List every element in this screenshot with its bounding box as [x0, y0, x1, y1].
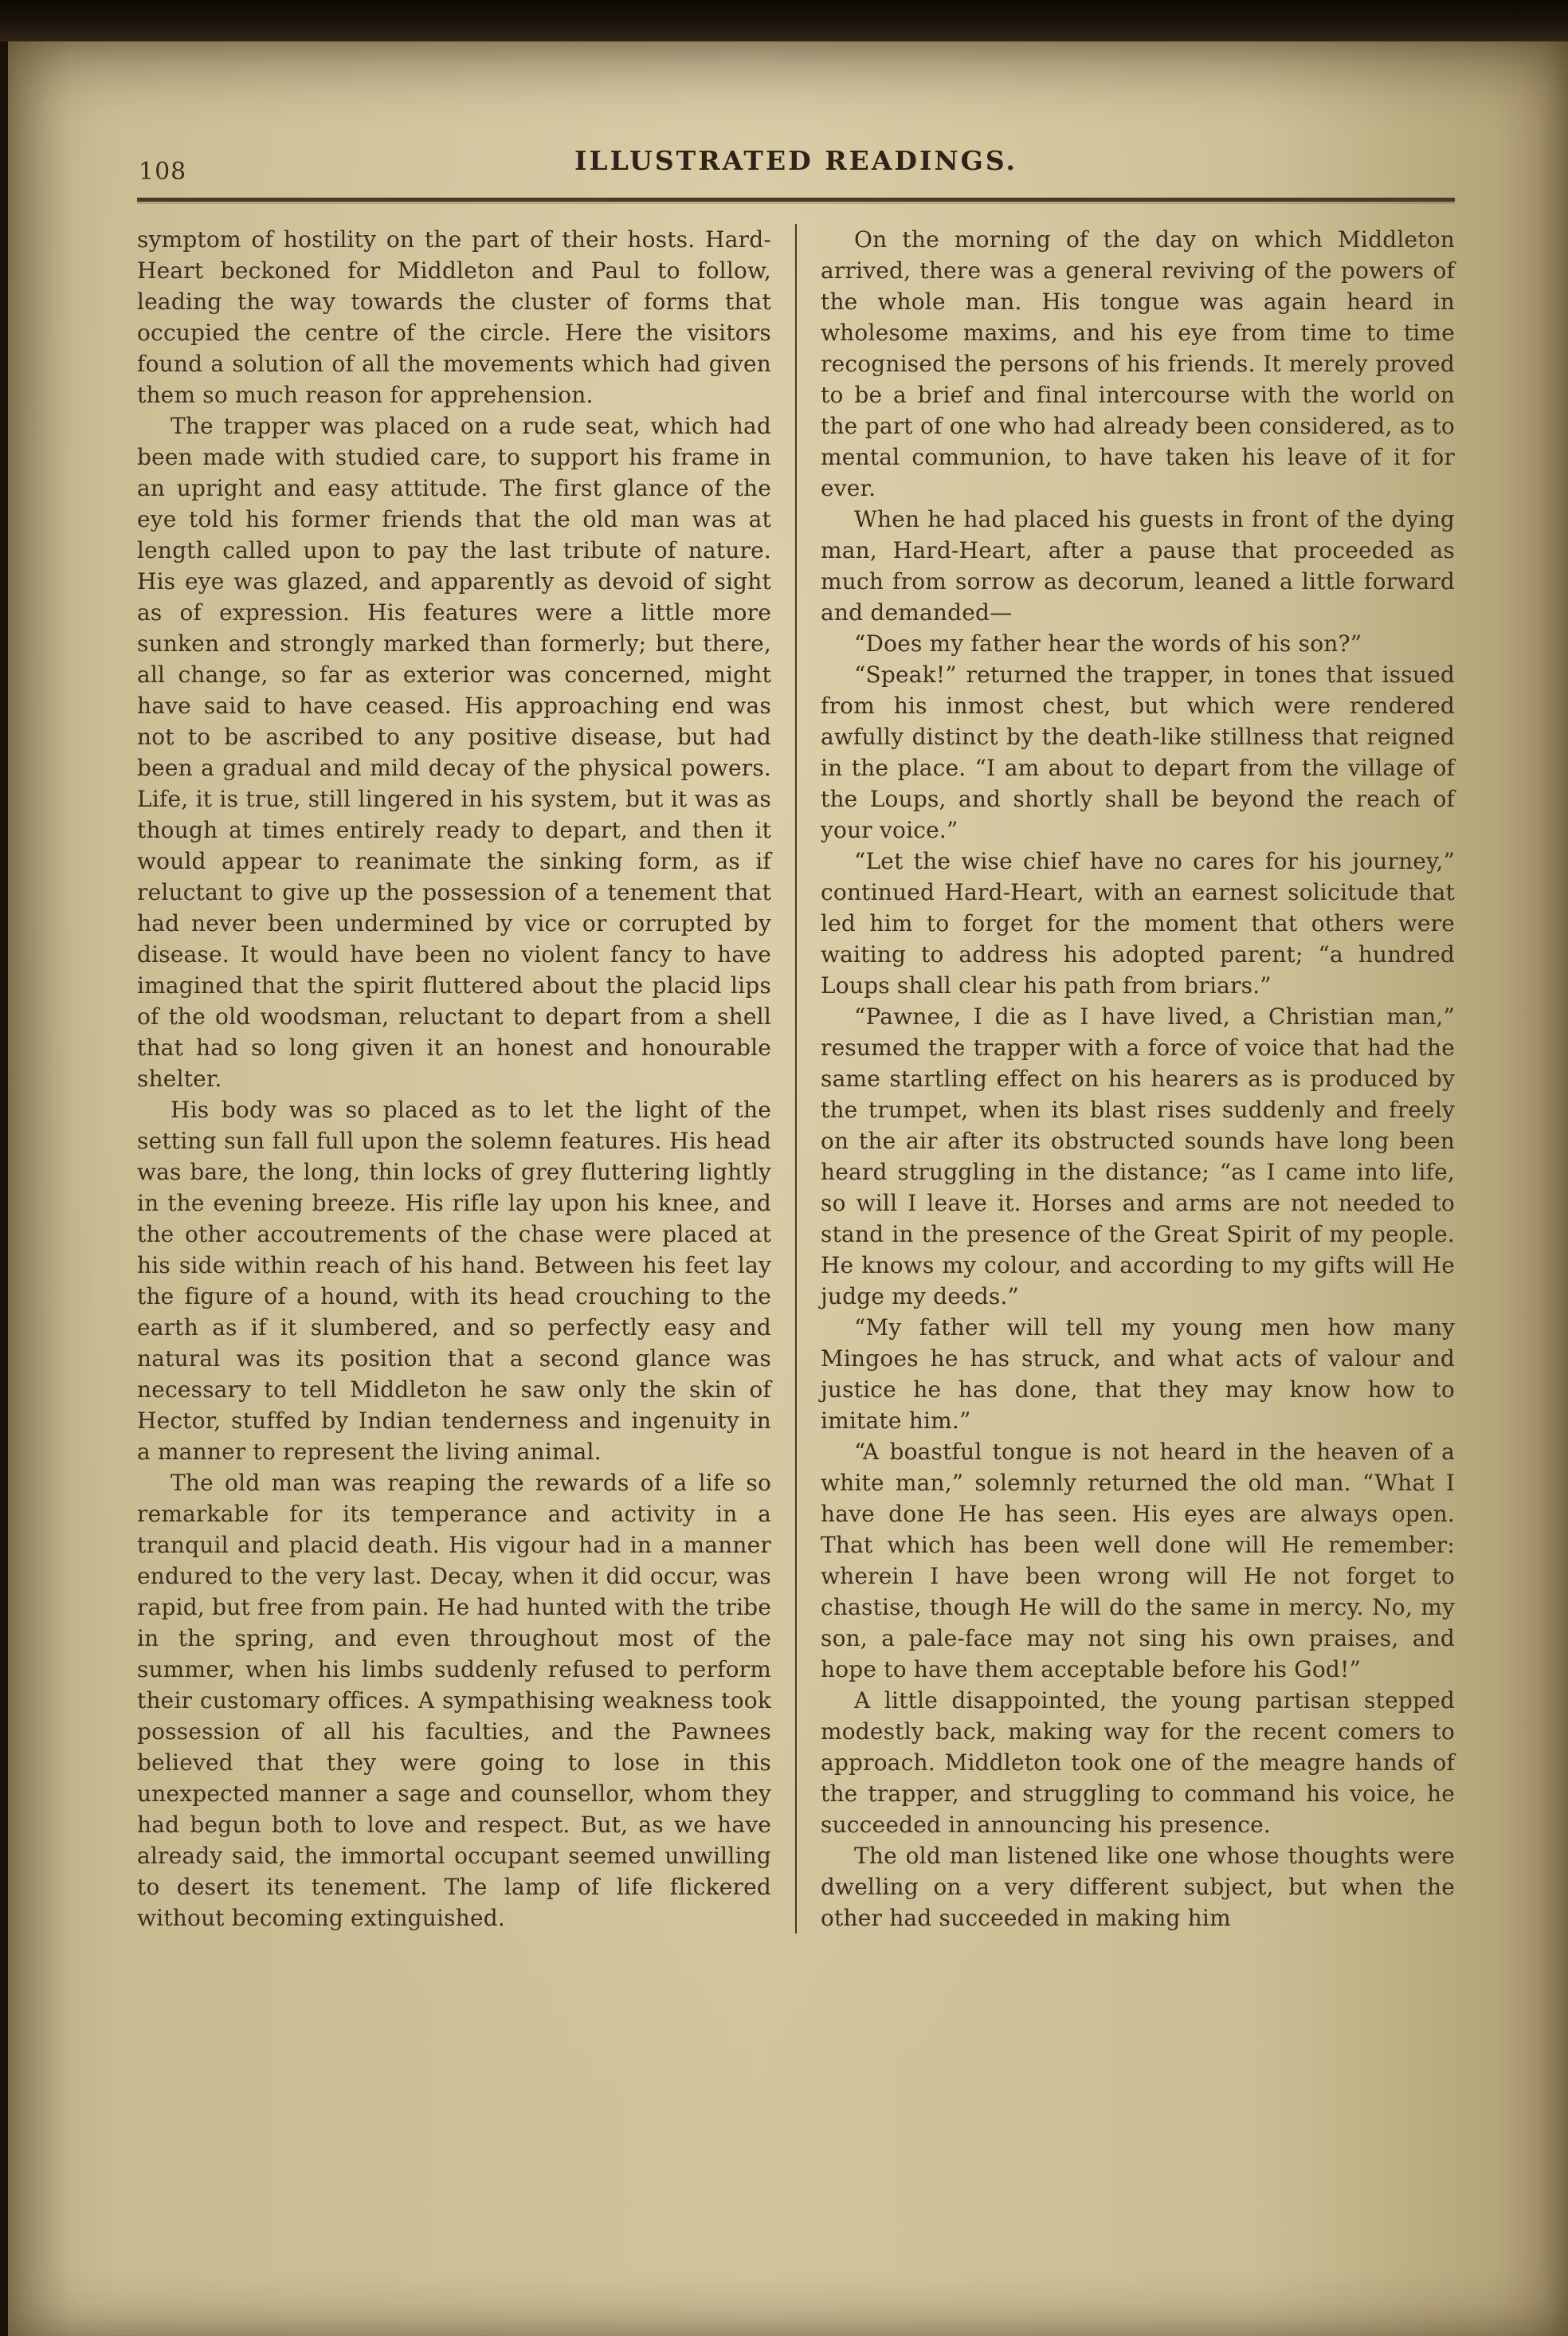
paragraph: The old man listened like one whose thoughts were dwelling on a very different subject, but when the other had succeeded in making him	[821, 1843, 1455, 1931]
paragraph: When he had placed his guests in front of the dying man, Hard-Heart, after a pause that proceeded as much from sorrow as decorum, leaned a little forward and demanded—	[821, 506, 1455, 626]
paragraph: “Does my father hear the words of his son?”	[854, 630, 1362, 657]
column-divider-rule	[795, 224, 797, 1934]
paragraph: “Speak!” returned the trapper, in tones that issued from his inmost chest, but which were rendered awfully distinct by the death-like stillness that reigned in the place. “I am about to depart from the village of the Loups, and shortly shall be beyond the reach of your voice.”	[821, 662, 1455, 843]
text-columns	[137, 224, 1455, 1934]
paragraph: On the morning of the day on which Middleton arrived, there was a general reviving of the powers of the whole man. His tongue was again heard in wholesome maxims, and his eye from time to time recognised the persons of his friends. It merely proved to be a brief and final intercourse with the world on the part of one who had already been considered, as to mental communion, to have taken his leave of it for ever.	[821, 226, 1455, 501]
paragraph: symptom of hostility on the part of their hosts. Hard-Heart beckoned for Middleton and Paul to follow, leading the way towards the cluster of forms that occupied the centre of the circle. Here the visitors found a solution of all the movements which had given them so much reason for apprehension.	[137, 226, 771, 408]
paragraph: “Pawnee, I die as I have lived, a Christian man,” resumed the trapper with a force of voice that had the same startling effect on his hearers as is produced by the trumpet, when its blast rises suddenly and freely on the air after its obstructed sounds have long been heard struggling in the distance; “as I came into life, so will I leave it. Horses and arms are not needed to stand in the presence of the Great Spirit of my people. He knows my colour, and according to my gifts will He judge my deeds.”	[821, 1003, 1455, 1309]
page-header	[137, 145, 1455, 188]
paragraph: “A boastful tongue is not heard in the heaven of a white man,” solemnly returned the old man. “What I have done He has seen. His eyes are always open. That which has been well done will He remember: wherein I have been wrong will He not forget to chastise, though He will do the same in mercy. No, my son, a pale-face may not sing his own praises, and hope to have them acceptable before his God!”	[821, 1439, 1455, 1682]
book-page	[8, 41, 1568, 2336]
running-title: ILLUSTRATED READINGS.	[574, 145, 1017, 176]
page-number: 108	[139, 158, 187, 186]
paragraph: The old man was reaping the rewards of a life so remarkable for its temperance and activity in a tranquil and placid death. His vigour had in a manner endured to the very last. Decay, when it did occur, was rapid, but free from pain. He had hunted with the tribe in the spring, and even throughout most of the summer, when his limbs suddenly refused to perform their customary offices. A sympathising weakness took possession of all his faculties, and the Pawnees believed that they were going to lose in this unexpected manner a sage and counsellor, whom they had begun both to love and respect. But, as we have already said, the immortal occupant seemed unwilling to desert its tenement. The lamp of life flickered without becoming extinguished.	[137, 1470, 771, 1931]
paragraph: The trapper was placed on a rude seat, which had been made with studied care, to support his frame in an upright and easy attitude. The first glance of the eye told his former friends that the old man was at length called upon to pay the last tribute of nature. His eye was glazed, and apparently as devoid of sight as of expression. His features were a little more sunken and strongly marked than formerly; but there, all change, so far as exterior was concerned, might have said to have ceased. His approaching end was not to be ascribed to any positive disease, but had been a gradual and mild decay of the physical powers. Life, it is true, still lingered in his system, but it was as though at times entirely ready to depart, and then it would appear to reanimate the sinking form, as if reluctant to give up the possession of a tenement that had never been undermined by vice or corrupted by disease. It would have been no violent fancy to have imagined that the spirit fluttered about the placid lips of the old woodsman, reluctant to depart from a shell that had so long given it an honest and honourable shelter.	[137, 413, 771, 1092]
paragraph: “My father will tell my young men how many Mingoes he has struck, and what acts of valour and justice he has done, that they may know how to imitate him.”	[821, 1314, 1455, 1434]
paragraph: A little disappointed, the young partisan stepped modestly back, making way for the recent comers to approach. Middleton took one of the meagre hands of the trapper, and struggling to command his voice, he succeeded in announcing his presence.	[821, 1687, 1455, 1838]
right-column	[821, 224, 1455, 1934]
paragraph: “Let the wise chief have no cares for his journey,” continued Hard-Heart, with an earnest solicitude that led him to forget for the moment that others were waiting to address his adopted parent; “a hundred Loups shall clear his path from briars.”	[821, 848, 1455, 999]
paragraph: His body was so placed as to let the light of the setting sun fall full upon the solemn features. His head was bare, the long, thin locks of grey fluttering lightly in the evening breeze. His rifle lay upon his knee, and the other accoutrements of the chase were placed at his side within reach of his hand. Between his feet lay the figure of a hound, with its head crouching to the earth as if it slumbered, and so perfectly easy and natural was its position that a second glance was necessary to tell Middleton he saw only the skin of Hector, stuffed by Indian tenderness and ingenuity in a manner to represent the living animal.	[137, 1097, 771, 1465]
left-column	[137, 224, 771, 1934]
header-rule	[137, 198, 1455, 202]
